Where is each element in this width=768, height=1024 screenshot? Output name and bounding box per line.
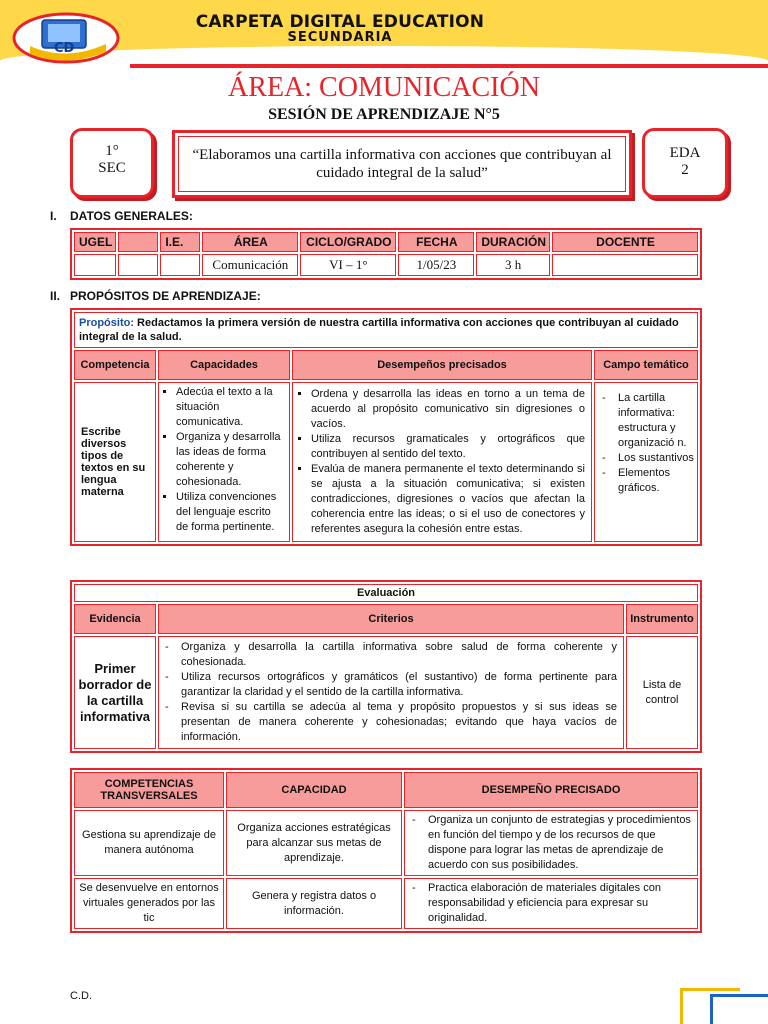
footer-decoration-yellow <box>680 988 740 991</box>
col-area: ÁREA <box>202 232 298 252</box>
cell-blank <box>118 254 158 276</box>
campo-cell <box>594 382 698 542</box>
transversales-table <box>72 770 700 931</box>
desempenos-cell <box>292 382 592 542</box>
col-criterios: Criterios <box>158 604 624 634</box>
datos-header-row <box>74 232 698 252</box>
grade-line2: SEC <box>98 160 126 176</box>
evaluacion-title-row <box>74 584 698 602</box>
criterios-cell <box>158 636 624 749</box>
footer-decoration-blue-vertical <box>710 994 713 1024</box>
col-desempenos: Desempeños precisados <box>292 350 592 380</box>
propositos-header-row <box>74 350 698 380</box>
competencia-cell: Escribe diversos tipos de textos en su lengua materna <box>74 382 156 542</box>
evaluacion-title: Evaluación <box>74 584 698 602</box>
campo-list <box>598 391 694 496</box>
proposito-label: Propósito: <box>79 317 134 329</box>
list-item: ▪ Utiliza convenciones del lenguaje escrito de forma pertinente. <box>176 490 286 535</box>
cell-ciclo: VI – 1° <box>300 254 396 276</box>
col-duracion: DURACIÓN <box>476 232 550 252</box>
evaluacion-content-row <box>74 636 698 749</box>
session-title: SESIÓN DE APRENDIZAJE N°5 <box>268 106 500 123</box>
list-item: - Utiliza recursos ortográficos y gramáticos (el sustantivo) de forma pertinente para garantizar la claridad y el sentido de la cartilla informativa. <box>161 670 617 700</box>
col-blank <box>118 232 158 252</box>
transversales-table-wrap <box>70 768 702 933</box>
propositos-table <box>72 310 700 544</box>
area-title: ÁREA: COMUNICACIÓN <box>228 72 540 103</box>
eda-line1: EDA <box>669 145 701 161</box>
col-capacidades: Capacidades <box>158 350 290 380</box>
transversal-capacidad-cell: Organiza acciones estratégicas para alcanzar sus metas de aprendizaje. <box>226 810 402 876</box>
cell-ie <box>160 254 200 276</box>
capacidades-list <box>162 385 286 535</box>
eda-line2: 2 <box>681 162 689 178</box>
transversal-competencia-cell: Gestiona su aprendizaje de manera autónoma <box>74 810 224 876</box>
cell-area: Comunicación <box>202 254 298 276</box>
list-item: - Organiza un conjunto de estrategias y procedimientos en función del tiempo y de los recursos de que dispone para lograr las metas de aprendizaje de acuerdo con sus posibilidades. <box>408 813 694 873</box>
transversal-desempeno-cell <box>404 878 698 929</box>
datos-table <box>72 230 700 278</box>
eda-box <box>642 128 728 198</box>
criterios-list <box>161 640 617 745</box>
proposito-row <box>74 312 698 348</box>
propositos-content-row <box>74 382 698 542</box>
col-competencia: Competencia <box>74 350 156 380</box>
logo-icon <box>10 6 128 66</box>
transversal-desempeno-list <box>408 813 694 873</box>
col-competencias-transversales: COMPETENCIAS TRANSVERSALES <box>74 772 224 808</box>
list-item: - Los sustantivos <box>598 451 694 466</box>
logo-text: CD <box>54 41 75 56</box>
col-desempeno-precisado: DESEMPEÑO PRECISADO <box>404 772 698 808</box>
section-propositos: II. PROPÓSITOS DE APRENDIZAJE: <box>50 289 261 303</box>
col-docente: DOCENTE <box>552 232 698 252</box>
grade-line1: 1° <box>105 143 119 159</box>
section-datos-generales: I. DATOS GENERALES: <box>50 209 193 223</box>
session-topic: “Elaboramos una cartilla informativa con acciones que contribuyan al cuidado integral de la salud” <box>178 136 626 192</box>
session-title-box <box>172 130 632 198</box>
list-item: ▪ Ordena y desarrolla las ideas en torno a un tema de acuerdo al propósito comunicativo sin digresiones o vacíos. <box>311 387 585 432</box>
table-row <box>74 810 698 876</box>
transversal-capacidad-cell: Genera y registra datos o información. <box>226 878 402 929</box>
col-evidencia: Evidencia <box>74 604 156 634</box>
header-red-line <box>130 64 768 68</box>
transversal-desempeno-list <box>408 881 694 926</box>
cell-fecha: 1/05/23 <box>398 254 474 276</box>
list-item: ▪ Utiliza recursos gramaticales y ortográficos que contribuyen al sentido del texto. <box>311 432 585 462</box>
cell-ugel <box>74 254 116 276</box>
proposito-cell <box>74 312 698 348</box>
evaluacion-table-wrap <box>70 580 702 753</box>
col-fecha: FECHA <box>398 232 474 252</box>
capacidades-cell <box>158 382 290 542</box>
list-item: - La cartilla informativa: estructura y organizació n. <box>598 391 694 451</box>
proposito-text: Redactamos la primera versión de nuestra cartilla informativa con acciones que contribuyan al cuidado integral de la salud. <box>79 317 679 343</box>
brand-title: CARPETA DIGITAL EDUCATION <box>195 12 485 32</box>
list-item: ▪ Adecúa el texto a la situación comunicativa. <box>176 385 286 430</box>
footer-decoration-yellow-vertical <box>680 988 683 1024</box>
evaluacion-table <box>72 582 700 751</box>
datos-row <box>74 254 698 276</box>
list-item: - Elementos gráficos. <box>598 466 694 496</box>
evaluacion-header-row <box>74 604 698 634</box>
list-item: ▪ Organiza y desarrolla las ideas de forma coherente y cohesionada. <box>176 430 286 490</box>
instrumento-cell: Lista de control <box>626 636 698 749</box>
list-item: - Revisa si su cartilla se adecúa al tema y propósito propuestos y si sus ideas se presentan de manera coherente y cohesionadas; evitando que haya vacíos de información. <box>161 700 617 745</box>
cell-docente <box>552 254 698 276</box>
col-capacidad: CAPACIDAD <box>226 772 402 808</box>
brand-subtitle: SECUNDARIA <box>287 30 393 45</box>
col-ugel: UGEL <box>74 232 116 252</box>
desempenos-list <box>297 387 585 537</box>
transversal-desempeno-cell <box>404 810 698 876</box>
transversal-competencia-cell: Se desenvuelve en entornos virtuales generados por las tic <box>74 878 224 929</box>
footer-text: C.D. <box>70 990 92 1002</box>
table-row <box>74 878 698 929</box>
col-campo-tematico: Campo temático <box>594 350 698 380</box>
col-ciclo: CICLO/GRADO <box>300 232 396 252</box>
col-instrumento: Instrumento <box>626 604 698 634</box>
cell-duracion: 3 h <box>476 254 550 276</box>
propositos-table-wrap <box>70 308 702 546</box>
list-item: - Practica elaboración de materiales digitales con responsabilidad y eficiencia para expresar su originalidad. <box>408 881 694 926</box>
col-ie: I.E. <box>160 232 200 252</box>
list-item: ▪ Evalúa de manera permanente el texto determinando si se ajusta a la situación comunicativa; si existen contradicciones, digresiones o vacíos que afectan la coherencia entre las ideas; o si el uso de conectores y referentes asegura la cohesión entre estas. <box>311 462 585 537</box>
evidencia-cell: Primer borrador de la cartilla informativa <box>74 636 156 749</box>
datos-table-wrap <box>70 228 702 280</box>
transversales-header-row <box>74 772 698 808</box>
footer-decoration-blue <box>710 994 768 997</box>
list-item: - Organiza y desarrolla la cartilla informativa sobre salud de forma coherente y cohesionada. <box>161 640 617 670</box>
grade-box <box>70 128 154 198</box>
